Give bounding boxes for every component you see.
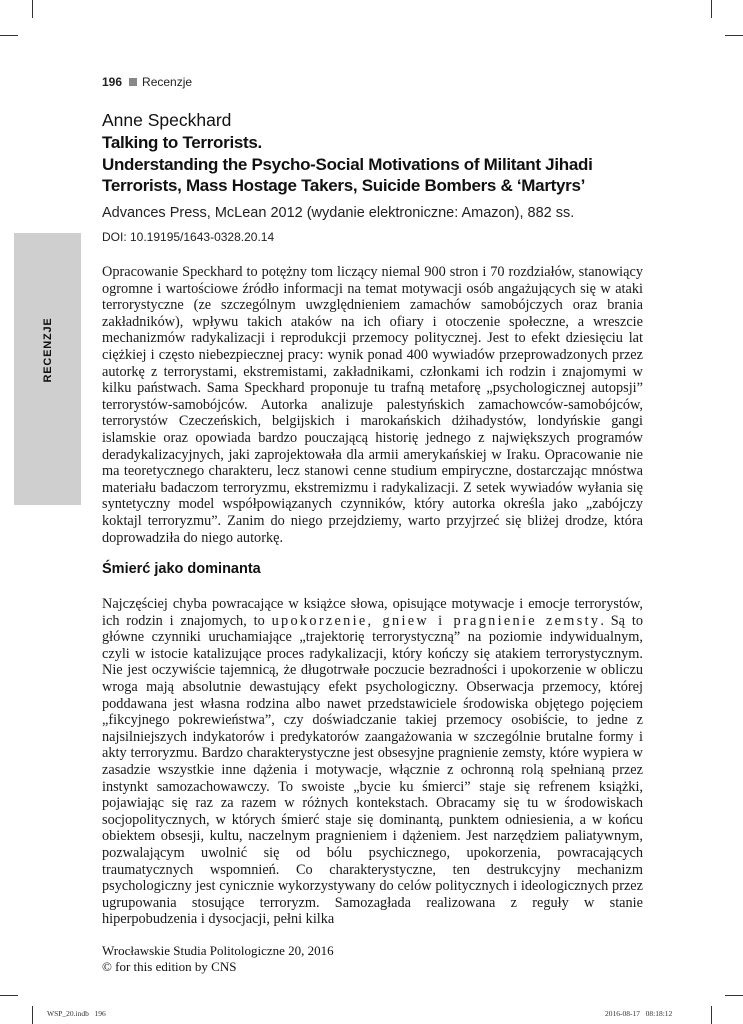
journal-name: Wrocławskie Studia Politologiczne 20, 2016 [102, 943, 334, 958]
section-heading: Śmierć jako dominanta [102, 561, 261, 577]
body-paragraph: Opracowanie Speckhard to potężny tom liczący niemal 900 stron i 70 rozdziałów, stanowiący ogromne i wartościowe źródło informacji na temat motywacji osób angażujących się w ataki terrorystyczne (ze szczególnym uwzględnieniem zamachów samobójczych oraz brania zakładników), wpływu takich ataków na ich ofiary i otoczenie społeczne, a wreszcie mechanizmów radykalizacji i reprodukcji przemocy politycznej. Jest to efekt dziesięciu lat ciężkiej i często niebezpiecznej pracy: wynik ponad 400 wywiadów przeprowadzonych przez autorkę z terrorystami, ekstremistami, zakładnikami, członkami ich rodzin i znajomymi w kilku państwach. Sama Speckhard proponuje tu trafną metaforę „psychologicznej autopsji” terrorystów-samobójców. Autorka analizuje palestyńskich zamachowców-samobójców, terrorystów Czeczeńskich, belgijskich i marokańskich dżihadystów, londyńskie gangi islamskie oraz opowiada bardzo pouczającą historię jednego z największych programów deradykalizacyjnych, jaki zaprojektowała dla armii amerykańskiej w Iraku. Opracowanie nie ma teoretycznego charakteru, lecz stanowi cenne studium empiryczne, dostarczając mnóstwa materiału badaczom terroryzmu, ekstremizmu i radykalizacji. Z setek wywiadów wyłania się syntetyczny model współpowiązanych czynników, który autorka określa jako „zabójczy koktajl terroryzmu”. Zanim do niego przejdziemy, warto przyjrzeć się bliżej drodze, która doprowadziła do niego autorkę. [102, 264, 643, 546]
spaced-emphasis: upokorzenie, gniew i pragnienie zemsty [271, 612, 601, 629]
crop-mark [0, 35, 18, 36]
print-slug-file: WSP_20.indb 196 [47, 1009, 106, 1018]
crop-mark [725, 35, 743, 36]
copyright: © for this edition by CNS [102, 959, 237, 974]
publication-info: Advances Press, McLean 2012 (wydanie elektroniczne: Amazon), 882 ss. [102, 205, 575, 221]
print-slug-timestamp: 2016-08-17 08:18:12 [605, 1009, 673, 1018]
review-author: Anne Speckhard [102, 110, 232, 130]
page-number: 196 [102, 75, 123, 89]
crop-mark [32, 0, 33, 18]
crop-mark [725, 995, 743, 996]
book-title-line: Terrorists, Mass Hostage Takers, Suicide Bombers & ‘Martyrs’ [102, 176, 586, 195]
journal-footer [102, 943, 334, 975]
section-name: Recenzje [142, 75, 193, 89]
doi: DOI: 10.19195/1643-0328.20.14 [102, 230, 275, 244]
paragraph-text: Najczęściej chyba powracające w książce słowa, opisujące motywacje i emocje terrorystów, ich rodzin i znajomych, to [102, 596, 643, 629]
crop-mark [711, 0, 712, 18]
running-header [102, 75, 192, 89]
crop-mark [32, 1006, 33, 1024]
book-title [102, 132, 662, 197]
crop-mark [0, 995, 18, 996]
crop-mark [711, 1006, 712, 1024]
book-title-line: Talking to Terrorists. [102, 133, 262, 152]
body-paragraph [102, 596, 643, 928]
paragraph-text: . Są to główne czynniki uruchamiające „trajektorię terrorystyczną” na poziomie indywidualnym, czyli w istocie katalizujące proces radykalizacji, który kończy się atakiem terrorystycznym. Nie jest oczywiście tajemnicą, że długotrwałe poczucie bezradności i upokorzenie w obliczu wroga mają absolutnie dewastujący efekt psychologiczny. Obserwacja przemocy, której poddawana jest własna rodzina albo nawet przedstawiciele środowiska objętego pojęciem „fikcyjnego pokrewieństwa”, czy doświadczanie takiej przemocy osobiście, to jedne z najsilniejszych indykatorów i predykatorów zaangażowania w szczególnie brutalne formy i akty terroryzmu. Bardzo charakterystyczne jest obsesyjne pragnienie zemsty, które wypiera w zasadzie wszystkie inne dążenia i motywacje, włącznie z ochronną rolą spełnianą przez instynkt samozachowawczy. To swoiste „bycie ku śmierci” staje się refrenem książki, pojawiając się raz za razem w różnych kontekstach. Obracamy się tu w środowiskach socjopolitycznych, w których śmierć staje się dominantą, punktem odniesienia, a w końcu obiektem obsesji, kultu, naczelnym pragnieniem i dążeniem. Jest narzędziem paliatywnym, pozwalającym uwolnić się od bólu psychicznego, upokorzenia, powracających traumatycznych wspomnień. Co charakterystyczne, ten destrukcyjny mechanizm psychologiczny jest cynicznie wykorzystywany do celów politycznych i ideologicznych przez ugrupowania stosujące terroryzm. Samozagłada realizowana z reguły w stanie hiperpobudzenia i dysocjacji, pełni kilka [102, 612, 643, 928]
section-tab-label: RECENZJE [42, 317, 54, 383]
square-bullet-icon [129, 78, 137, 86]
book-title-line: Understanding the Psycho-Social Motivations of Militant Jihadi [102, 154, 593, 174]
